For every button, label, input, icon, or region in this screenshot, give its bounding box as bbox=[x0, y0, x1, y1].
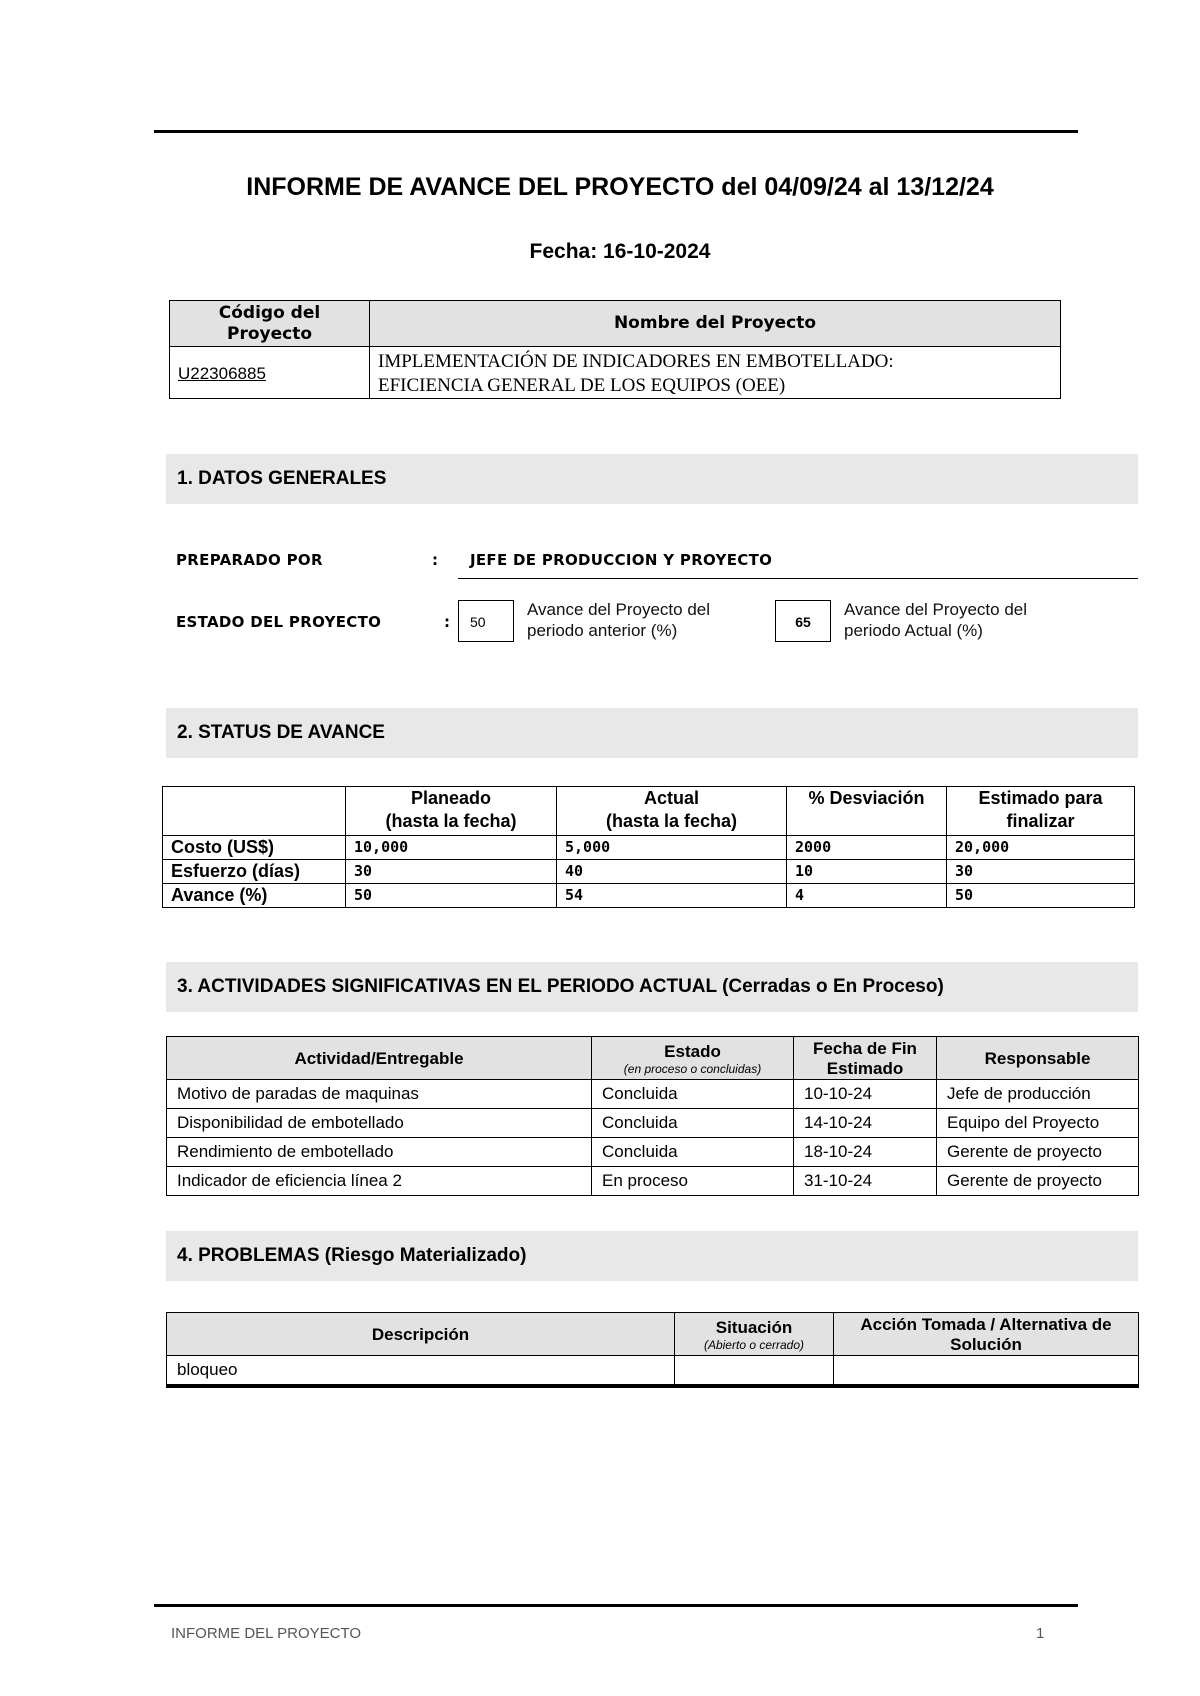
previous-progress-value: 50 bbox=[470, 614, 486, 630]
current-progress-box bbox=[775, 600, 831, 642]
state-header-note: (en proceso o concluidas) bbox=[623, 1062, 762, 1076]
status-row-cost bbox=[163, 836, 1135, 860]
table-row bbox=[167, 1109, 1139, 1138]
description-header: Descripción bbox=[167, 1313, 675, 1356]
prepared-by-colon: : bbox=[432, 551, 439, 569]
owner-cell: Equipo del Proyecto bbox=[937, 1109, 1139, 1138]
activity-cell: Disponibilidad de embotellado bbox=[167, 1109, 592, 1138]
project-table bbox=[169, 300, 1061, 399]
project-name-header: Nombre del Proyecto bbox=[370, 301, 1061, 347]
previous-progress-box bbox=[458, 600, 514, 642]
situation-header bbox=[675, 1313, 834, 1356]
status-row-label: Avance (%) bbox=[163, 884, 346, 908]
project-name-cell bbox=[370, 347, 1061, 399]
status-value: 50 bbox=[346, 884, 557, 908]
owner-cell: Gerente de proyecto bbox=[937, 1138, 1139, 1167]
footer-label: INFORME DEL PROYECTO bbox=[171, 1625, 362, 1642]
date-cell: 31-10-24 bbox=[794, 1167, 937, 1196]
project-code-header: Código del Proyecto bbox=[170, 301, 370, 347]
situation-header-note: (Abierto o cerrado) bbox=[703, 1338, 805, 1352]
status-value: 54 bbox=[557, 884, 787, 908]
table-row bbox=[167, 1080, 1139, 1109]
date-cell: 10-10-24 bbox=[794, 1080, 937, 1109]
project-code-cell bbox=[170, 347, 370, 399]
prepared-by-underline bbox=[458, 578, 1138, 579]
section-datos-generales-heading: 1. DATOS GENERALES bbox=[166, 454, 1138, 504]
status-col-header bbox=[346, 787, 557, 836]
status-value: 2000 bbox=[787, 836, 947, 860]
action-header bbox=[834, 1313, 1139, 1356]
description-cell: bloqueo bbox=[167, 1356, 675, 1385]
date-cell: 14-10-24 bbox=[794, 1109, 937, 1138]
status-value: 20,000 bbox=[947, 836, 1135, 860]
activity-cell: Rendimiento de embotellado bbox=[167, 1138, 592, 1167]
problems-table bbox=[166, 1312, 1139, 1388]
situation-header-label: Situación bbox=[715, 1318, 793, 1337]
status-col-header-line1: Estimado para bbox=[978, 788, 1103, 808]
status-value: 40 bbox=[557, 860, 787, 884]
status-col-header bbox=[787, 787, 947, 836]
project-status-label: ESTADO DEL PROYECTO bbox=[176, 613, 382, 631]
state-header bbox=[592, 1037, 794, 1080]
section-status-heading: 2. STATUS DE AVANCE bbox=[166, 708, 1138, 758]
action-header-line2: Solución bbox=[950, 1335, 1022, 1354]
project-code-link[interactable]: U22306885 bbox=[178, 363, 266, 383]
status-value: 10,000 bbox=[346, 836, 557, 860]
date-cell: 18-10-24 bbox=[794, 1138, 937, 1167]
state-cell: Concluida bbox=[592, 1080, 794, 1109]
report-title: INFORME DE AVANCE DEL PROYECTO del 04/09/24 al 13/12/24 bbox=[246, 173, 994, 201]
status-col-header bbox=[947, 787, 1135, 836]
status-col-header-line1: Planeado bbox=[410, 788, 492, 808]
status-col-header-line2: finalizar bbox=[1006, 811, 1075, 831]
previous-progress-description bbox=[527, 599, 710, 641]
status-row-progress bbox=[163, 884, 1135, 908]
status-table bbox=[162, 786, 1135, 908]
status-col-header-line2: (hasta la fecha) bbox=[385, 811, 517, 831]
state-cell: Concluida bbox=[592, 1138, 794, 1167]
status-col-header-line1: Actual bbox=[643, 788, 699, 808]
end-date-header-line1: Fecha de Fin bbox=[813, 1039, 917, 1058]
table-row bbox=[167, 1138, 1139, 1167]
prepared-by-value: JEFE DE PRODUCCION Y PROYECTO bbox=[470, 551, 773, 569]
situation-cell bbox=[675, 1356, 834, 1385]
end-date-header bbox=[794, 1037, 937, 1080]
bottom-rule bbox=[154, 1604, 1078, 1607]
status-corner-cell bbox=[163, 787, 346, 836]
status-value: 50 bbox=[947, 884, 1135, 908]
activity-cell: Motivo de paradas de maquinas bbox=[167, 1080, 592, 1109]
previous-progress-text-line1: Avance del Proyecto del bbox=[527, 600, 711, 619]
status-value: 5,000 bbox=[557, 836, 787, 860]
status-value: 10 bbox=[787, 860, 947, 884]
project-name-line2: EFICIENCIA GENERAL DE LOS EQUIPOS (OEE) bbox=[378, 374, 786, 396]
activity-header: Actividad/Entregable bbox=[167, 1037, 592, 1080]
project-status-colon: : bbox=[444, 613, 451, 631]
action-cell bbox=[834, 1356, 1139, 1385]
status-row-label: Costo (US$) bbox=[163, 836, 346, 860]
section-activities-heading: 3. ACTIVIDADES SIGNIFICATIVAS EN EL PERIODO ACTUAL (Cerradas o En Proceso) bbox=[166, 962, 1138, 1012]
footer-page-number: 1 bbox=[1036, 1625, 1045, 1642]
table-row bbox=[167, 1167, 1139, 1196]
state-cell: Concluida bbox=[592, 1109, 794, 1138]
end-date-header-line2: Estimado bbox=[826, 1059, 904, 1078]
status-row-label: Esfuerzo (días) bbox=[163, 860, 346, 884]
prepared-by-label: PREPARADO POR bbox=[176, 551, 323, 569]
current-progress-description bbox=[844, 599, 1027, 641]
activity-cell: Indicador de eficiencia línea 2 bbox=[167, 1167, 592, 1196]
report-date: Fecha: 16-10-2024 bbox=[529, 240, 711, 263]
owner-cell: Gerente de proyecto bbox=[937, 1167, 1139, 1196]
action-cell bbox=[834, 1387, 1139, 1388]
section-problems-heading: 4. PROBLEMAS (Riesgo Materializado) bbox=[166, 1231, 1138, 1281]
table-row bbox=[167, 1387, 1139, 1388]
owner-cell: Jefe de producción bbox=[937, 1080, 1139, 1109]
status-value: 30 bbox=[346, 860, 557, 884]
current-progress-text-line2: periodo Actual (%) bbox=[844, 621, 983, 640]
status-col-header bbox=[557, 787, 787, 836]
situation-cell bbox=[675, 1387, 834, 1388]
previous-progress-text-line2: periodo anterior (%) bbox=[527, 621, 678, 640]
status-col-header-line1: % Desviación bbox=[808, 788, 925, 808]
status-col-header-line2: (hasta la fecha) bbox=[605, 811, 738, 831]
description-cell bbox=[167, 1387, 675, 1388]
state-cell: En proceso bbox=[592, 1167, 794, 1196]
project-name-line1: IMPLEMENTACIÓN DE INDICADORES EN EMBOTELLADO: bbox=[378, 350, 894, 372]
activities-table bbox=[166, 1036, 1139, 1196]
top-rule bbox=[154, 130, 1078, 133]
table-row bbox=[167, 1356, 1139, 1385]
action-header-line1: Acción Tomada / Alternativa de bbox=[860, 1315, 1112, 1334]
status-value: 30 bbox=[947, 860, 1135, 884]
status-value: 4 bbox=[787, 884, 947, 908]
current-progress-value: 65 bbox=[795, 614, 811, 630]
owner-header: Responsable bbox=[937, 1037, 1139, 1080]
current-progress-text-line1: Avance del Proyecto del bbox=[844, 600, 1028, 619]
status-row-effort bbox=[163, 860, 1135, 884]
state-header-label: Estado bbox=[664, 1042, 721, 1061]
